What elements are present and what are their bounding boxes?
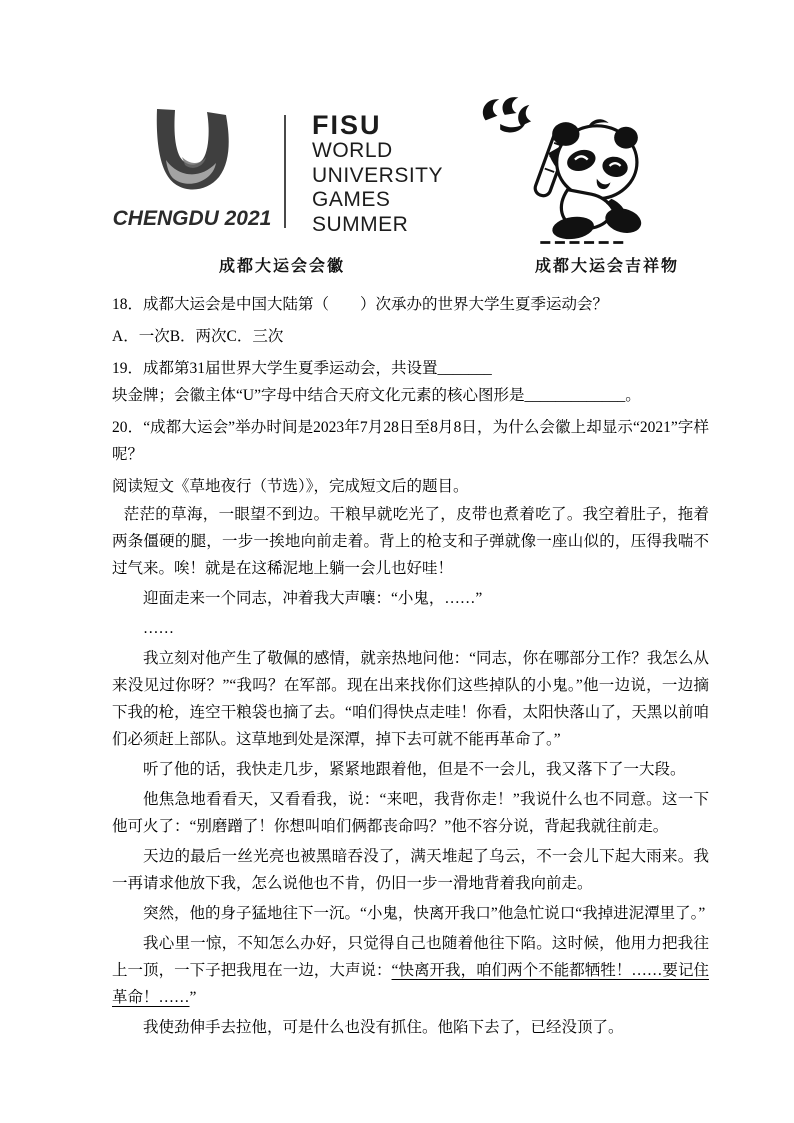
question-19-line1	[112, 355, 709, 382]
passage-paragraph: 迎面走来一个同志，冲着我大声嚷：“小鬼，……”	[143, 590, 483, 607]
passage-paragraph: 我使劲伸手去拉他，可是什么也没有抓住。他陷下去了，已经没顶了。	[143, 1019, 624, 1036]
underlined-quote: “快离开我，咱们两个不能都牺牲！……要记住革命！……	[112, 962, 709, 1006]
question-19-tail: 。	[625, 387, 641, 404]
passage-paragraph: ……	[143, 620, 174, 637]
paragraph-text: ”	[189, 989, 197, 1006]
caption-mascot: 成都大运会吉祥物	[534, 258, 679, 275]
fisu-wordmark	[312, 111, 443, 237]
question-19-line2	[112, 382, 709, 409]
fisu-wordmark-line: SUMMER	[312, 212, 409, 236]
chengdu-2021-wordmark: CHENGDU 2021	[112, 207, 272, 230]
fisu-title: FISU	[312, 110, 382, 140]
passage-paragraph: 他焦急地看看天，又看看我，说：“来吧，我背你走！”我说什么也不同意。这一下他可火了：“别磨蹭了！你想叫咱们俩都丧命吗？”他不容分说，背起我就往前走。	[112, 791, 709, 835]
question-20: 20．“成都大运会”举办时间是2023年7月28日至8月8日，为什么会徽上却显示“2021”字样呢？	[112, 419, 709, 463]
question-18-options: A．一次B．两次C．三次	[112, 328, 284, 345]
questions-section	[112, 291, 709, 500]
page-content	[112, 93, 709, 1044]
logo-divider	[284, 115, 286, 228]
passage-paragraph: 听了他的话，我快走几步，紧紧地跟着他，但是不一会儿，我又落下了一大段。	[143, 761, 686, 778]
paragraph-text: 我心里一惊，不知怎么办好，只觉得自己也随着他往下陷。这时候，他用力把我往上一顶，一下子把我甩在一边，大声说：	[112, 935, 709, 979]
chengdu-u-logo-icon	[142, 105, 242, 205]
passage-paragraph: 茫茫的草海，一眼望不到边。干粮早就吃光了，皮带也煮着吃了。我空着肚子，拖着两条僵硬的腿，一步一挨地向前走着。背上的枪支和子弹就像一座山似的，压得我喘不过气来。唉！就是在这稀泥地上躺一会儿也好哇！	[112, 506, 709, 577]
reading-passage	[112, 501, 709, 1041]
fisu-wordmark-line: WORLD	[312, 139, 393, 162]
caption-emblem: 成都大运会会徽	[218, 258, 345, 275]
fisu-wordmark-line: GAMES	[312, 188, 391, 211]
passage-paragraph: 天边的最后一丝光亮也被黑暗吞没了，满天堆起了乌云，不一会儿下起大雨来。我一再请求他放下我，怎么说他也不肯，仍旧一步一滑地背着我向前走。	[112, 848, 709, 892]
question-18: 18．成都大运会是中国大陆第（ ）次承办的世界大学生夏季运动会？	[112, 296, 609, 313]
passage-paragraph: 突然，他的身子猛地往下一沉。“小鬼，快离开我口”他急忙说口“我掉进泥潭里了。”	[143, 905, 706, 922]
answer-blank: _______	[437, 360, 492, 377]
header-artwork	[112, 93, 709, 279]
question-19-text: 19．成都第31届世界大学生夏季运动会，共设置	[112, 360, 438, 377]
question-19-text-cont: 块金牌；会徽主体“U”字母中结合天府文化元素的核心图形是	[112, 387, 525, 404]
passage-paragraph	[112, 930, 709, 1011]
answer-blank: _____________	[524, 387, 626, 404]
panda-mascot-icon	[464, 93, 664, 248]
fisu-wordmark-line: UNIVERSITY	[312, 163, 444, 187]
reading-intro: 阅读短文《草地夜行（节选）》，完成短文后的题目。	[112, 478, 469, 495]
passage-paragraph: 我立刻对他产生了敬佩的感情，就亲热地问他：“同志，你在哪部分工作？我怎么从来没见过你呀？”“我吗？在军部。现在出来找你们这些掉队的小鬼。”他一边说，一边摘下我的枪，连空干粮袋也摘了去。“咱们得快点走哇！你看，太阳快落山了，天黑以前咱们必须赶上部队。这草地到处是深潭，掉下去可就不能再革命了。”	[112, 650, 709, 748]
